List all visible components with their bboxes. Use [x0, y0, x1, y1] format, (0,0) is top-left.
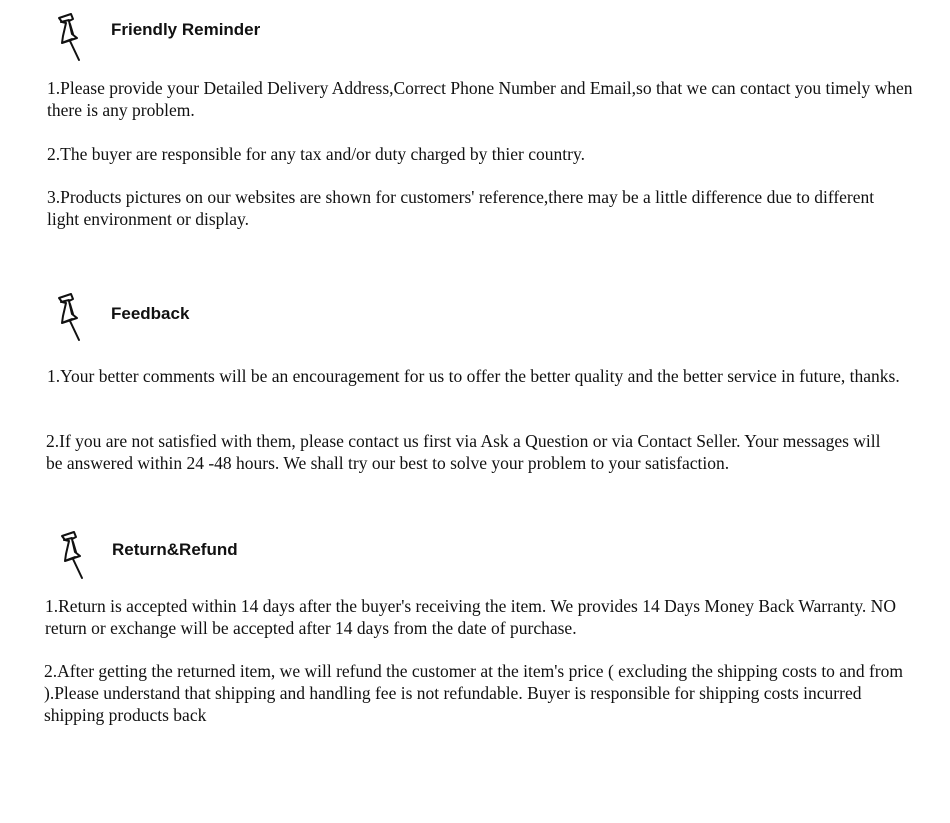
paragraph: 3.Products pictures on our websites are shown for customers' reference,there may be a little difference due to different light environment or display.	[47, 187, 875, 229]
pushpin-icon	[55, 530, 99, 588]
paragraph: 1.Please provide your Detailed Delivery Address,Correct Phone Number and Email,so that we can contact you timely when there is any problem.	[47, 78, 913, 120]
paragraph: 1.Return is accepted within 14 days after the buyer's receiving the item. We provides 14 Days Money Back Warranty. NO return or exchange will be accepted after 14 days from the date of purchase.	[45, 596, 896, 638]
pushpin-icon	[52, 292, 96, 350]
section-title: Return&Refund	[112, 540, 238, 559]
pushpin-icon	[52, 12, 96, 70]
paragraph: 2.If you are not satisfied with them, please contact us first via Ask a Question or via Contact Seller. Your messages will be answered within 24 -48 hours. We shall try our best to solve your problem to your satisfaction.	[46, 431, 881, 473]
paragraph: 1.Your better comments will be an encouragement for us to offer the better quality and the better service in future, thanks.	[47, 366, 900, 386]
section-title: Friendly Reminder	[111, 20, 261, 39]
paragraph: 2.After getting the returned item, we will refund the customer at the item's price ( excluding the shipping costs to and from ).Please understand that shipping and handling fee is not refundable. Buyer is responsible for shipping costs incurred shipping products back	[44, 661, 903, 725]
section-title: Feedback	[111, 304, 190, 323]
paragraph: 2.The buyer are responsible for any tax and/or duty charged by thier country.	[47, 144, 585, 164]
